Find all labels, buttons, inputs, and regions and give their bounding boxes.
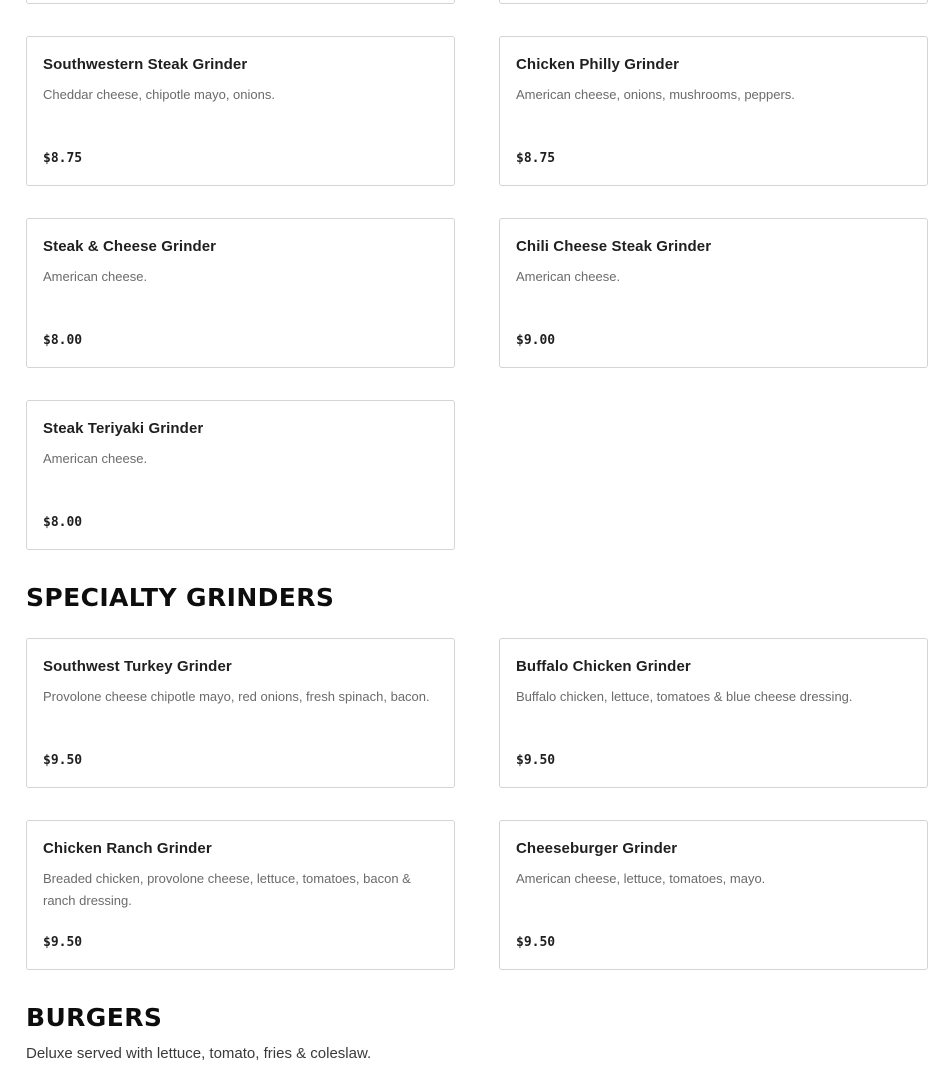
menu-item-card[interactable] [499,638,928,788]
menu-item-name: Steak & Cheese Grinder [43,238,217,255]
menu-item-description: Provolone cheese chipotle mayo, red onions, fresh spinach, bacon. [43,689,430,704]
menu-item-price: $8.75 [516,151,556,166]
menu-item-price: $9.50 [516,935,556,950]
menu-item-name: Buffalo Chicken Grinder [516,658,691,675]
menu-item-card[interactable] [499,218,928,368]
section-description-burgers: Deluxe served with lettuce, tomato, fries & coleslaw. [26,1045,372,1062]
menu-item-card-partial[interactable] [26,0,455,4]
section-heading-specialty-grinders: SPECIALTY GRINDERS [26,583,335,612]
menu-item-description: Breaded chicken, provolone cheese, lettuce, tomatoes, bacon & ranch dressing. [43,871,411,908]
menu-item-name: Southwest Turkey Grinder [43,658,232,675]
menu-item-price: $9.50 [43,753,83,768]
menu-item-card[interactable] [499,36,928,186]
menu-item-price: $8.75 [43,151,83,166]
menu-item-description: American cheese. [516,269,621,284]
menu-item-card[interactable] [499,820,928,970]
menu-item-price: $9.50 [516,753,556,768]
menu-item-price: $9.00 [516,333,556,348]
menu-item-name: Chicken Ranch Grinder [43,840,212,857]
menu-item-name: Steak Teriyaki Grinder [43,420,204,437]
section-heading-burgers: BURGERS [26,1003,163,1032]
menu-item-card[interactable] [26,36,455,186]
menu-item-price: $8.00 [43,333,83,348]
menu-item-name: Southwestern Steak Grinder [43,56,248,73]
menu-item-description: Buffalo chicken, lettuce, tomatoes & blue cheese dressing. [516,689,853,704]
menu-item-description: American cheese. [43,269,148,284]
menu-item-description: American cheese, lettuce, tomatoes, mayo. [516,871,766,886]
menu-item-name: Chicken Philly Grinder [516,56,680,73]
menu-item-card[interactable] [26,820,455,970]
menu-item-card-partial[interactable] [499,0,928,4]
menu-item-card[interactable] [26,400,455,550]
menu-item-card[interactable] [26,218,455,368]
menu-item-price: $8.00 [43,515,83,530]
menu-item-name: Chili Cheese Steak Grinder [516,238,712,255]
menu-item-price: $9.50 [43,935,83,950]
menu-item-description: Cheddar cheese, chipotle mayo, onions. [43,87,275,102]
menu-item-card[interactable] [26,638,455,788]
menu-item-description: American cheese. [43,451,148,466]
menu-item-description: American cheese, onions, mushrooms, peppers. [516,87,795,102]
menu-item-name: Cheeseburger Grinder [516,840,678,857]
